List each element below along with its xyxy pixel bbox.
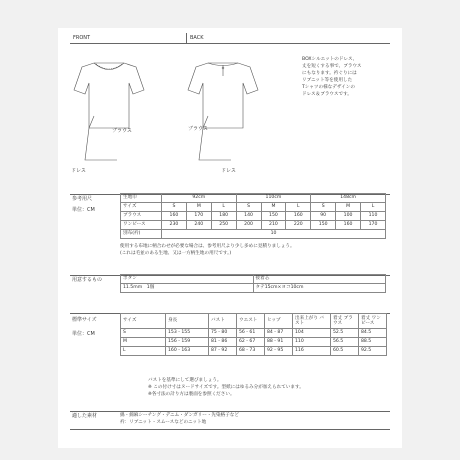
value-cell: 240 xyxy=(186,221,211,230)
size-cell: S xyxy=(311,203,336,212)
pattern-sheet xyxy=(58,28,402,448)
description-line: Tシャツの様なデザインの xyxy=(302,85,355,90)
notion-button-value: 11.5mm 1個 xyxy=(121,284,254,293)
notion-interfacing-value: タテ15cm×ヨコ10cm xyxy=(253,284,386,293)
value-cell: 75 - 80 xyxy=(209,329,237,338)
size-cell: L xyxy=(361,203,386,212)
description-line: BOXシルエットのドレス、 xyxy=(302,57,358,62)
table-row xyxy=(121,230,386,239)
length-blouse-col-header: 着丈 ブラウス xyxy=(331,314,359,329)
value-cell: 81 - 86 xyxy=(209,338,237,347)
size-cell: S xyxy=(121,329,166,338)
table-row xyxy=(121,329,387,338)
bust-col-header: バスト xyxy=(209,314,237,329)
sketch-label-blouse-back: ブラウス xyxy=(188,126,208,132)
size-cell: S xyxy=(162,203,187,212)
value-cell: 90 xyxy=(311,212,336,221)
value-cell: 56 - 61 xyxy=(237,329,265,338)
fabric-recommend-line: 綿・綿麻シーチング・デニム・ダンガリー・先染格子など xyxy=(120,413,239,418)
size-note: バストを基準にして選びましょう。 xyxy=(148,378,222,383)
value-cell: 220 xyxy=(286,221,311,230)
value-cell: 230 xyxy=(162,221,187,230)
size-cell: M xyxy=(186,203,211,212)
value-cell: 210 xyxy=(261,221,286,230)
value-cell: 200 xyxy=(236,221,261,230)
fabric-width-header: 生地巾 xyxy=(121,194,162,203)
size-cell: S xyxy=(236,203,261,212)
value-cell: 153 - 155 xyxy=(166,329,209,338)
value-cell: 250 xyxy=(211,221,236,230)
size-cell: L xyxy=(286,203,311,212)
size-table xyxy=(120,313,387,356)
table-row xyxy=(121,347,387,356)
waist-col-header: ウエスト xyxy=(237,314,265,329)
fabric-note: 使用する布地に柄合わせが必要な場合は、参考用尺より少し多めに見積りましょう。 xyxy=(120,244,295,249)
value-cell: 104 xyxy=(293,329,331,338)
fabric-section-label: 参考用尺 xyxy=(72,196,93,202)
value-cell: 92 - 95 xyxy=(265,347,293,356)
value-cell: 100 xyxy=(336,212,361,221)
value-cell: 150 xyxy=(261,212,286,221)
finished-bust-col-header: 出来上がり バスト xyxy=(293,314,331,329)
value-cell: 160 xyxy=(336,221,361,230)
fabric-recommend-label: 適した素材 xyxy=(72,413,98,419)
notion-button-name: ボタン xyxy=(121,275,254,284)
value-cell: 160 - 163 xyxy=(166,347,209,356)
value-cell: 88 - 91 xyxy=(265,338,293,347)
description-line: リブニット等を使用した xyxy=(302,78,353,83)
size-cell: M xyxy=(261,203,286,212)
value-cell: 110 xyxy=(293,338,331,347)
fabric-width-110: 110cm xyxy=(236,194,311,203)
value-cell: 110 xyxy=(361,212,386,221)
fabric-table xyxy=(120,193,386,239)
sketch-label-dress-back: ドレス xyxy=(221,168,236,174)
value-cell: 170 xyxy=(186,212,211,221)
collar-value: 10 xyxy=(162,230,386,239)
description-line: にもなります。衿ぐりには xyxy=(302,71,357,76)
table-row xyxy=(121,221,386,230)
length-dress-col-header: 着丈 ワンピース xyxy=(359,314,387,329)
size-cell: L xyxy=(211,203,236,212)
row-label-collar: 別布(衿) xyxy=(121,230,162,239)
size-col-header: サイズ xyxy=(121,314,166,329)
value-cell: 84 - 87 xyxy=(265,329,293,338)
value-cell: 88.5 xyxy=(359,338,387,347)
value-cell: 84.5 xyxy=(359,329,387,338)
description xyxy=(302,56,362,98)
size-cell: M xyxy=(121,338,166,347)
fabric-width-148: 148cm xyxy=(311,194,386,203)
fabric-note: (これは毛並のある生地、又は一方柄生地の用尺です。) xyxy=(120,251,232,256)
table-row xyxy=(121,338,387,347)
value-cell: 160 xyxy=(162,212,187,221)
sketch-label-blouse-front: ブラウス xyxy=(112,128,132,134)
size-cell: L xyxy=(121,347,166,356)
value-cell: 92.5 xyxy=(359,347,387,356)
value-cell: 60.5 xyxy=(331,347,359,356)
section-rule xyxy=(70,429,390,430)
size-section-unit: 単位：CM xyxy=(72,331,95,337)
height-col-header: 身長 xyxy=(166,314,209,329)
size-cell: M xyxy=(336,203,361,212)
value-cell: 87 - 92 xyxy=(209,347,237,356)
sketch-label-dress-front: ドレス xyxy=(71,168,86,174)
fabric-width-92: 92cm xyxy=(162,194,237,203)
size-note: ※ この付け寸はヌードサイズです。型紙にはゆるみ分が加えられています。 xyxy=(148,385,304,390)
description-line: 丈を短くする事で、ブラウス xyxy=(302,64,362,69)
row-label-dress: ワンピース xyxy=(121,221,162,230)
notions-label: 用意するもの xyxy=(72,277,103,283)
value-cell: 160 xyxy=(286,212,311,221)
value-cell: 56.5 xyxy=(331,338,359,347)
notions-table xyxy=(120,274,386,293)
fabric-recommend-line: 衿：リブニット・スムースなどのニット地 xyxy=(120,420,207,425)
fabric-section-unit: 単位：CM xyxy=(72,207,95,213)
value-cell: 180 xyxy=(211,212,236,221)
value-cell: 68 - 73 xyxy=(237,347,265,356)
value-cell: 52.5 xyxy=(331,329,359,338)
garment-sketches xyxy=(58,28,402,188)
front-label: FRONT xyxy=(73,35,91,41)
value-cell: 150 xyxy=(311,221,336,230)
value-cell: 62 - 67 xyxy=(237,338,265,347)
value-cell: 170 xyxy=(361,221,386,230)
hip-col-header: ヒップ xyxy=(265,314,293,329)
table-row xyxy=(121,212,386,221)
size-section-label: 標準サイズ xyxy=(72,317,97,323)
size-note: ※各寸法の計り方は裏面を参照ください。 xyxy=(148,392,235,397)
size-header: サイズ xyxy=(121,203,162,212)
value-cell: 156 - 159 xyxy=(166,338,209,347)
description-line: ドレス＆ブラウスです。 xyxy=(302,92,352,97)
back-label: BACK xyxy=(190,35,204,41)
notion-interfacing-name: 接着芯 xyxy=(253,275,386,284)
row-label-blouse: ブラウス xyxy=(121,212,162,221)
value-cell: 140 xyxy=(236,212,261,221)
value-cell: 116 xyxy=(293,347,331,356)
